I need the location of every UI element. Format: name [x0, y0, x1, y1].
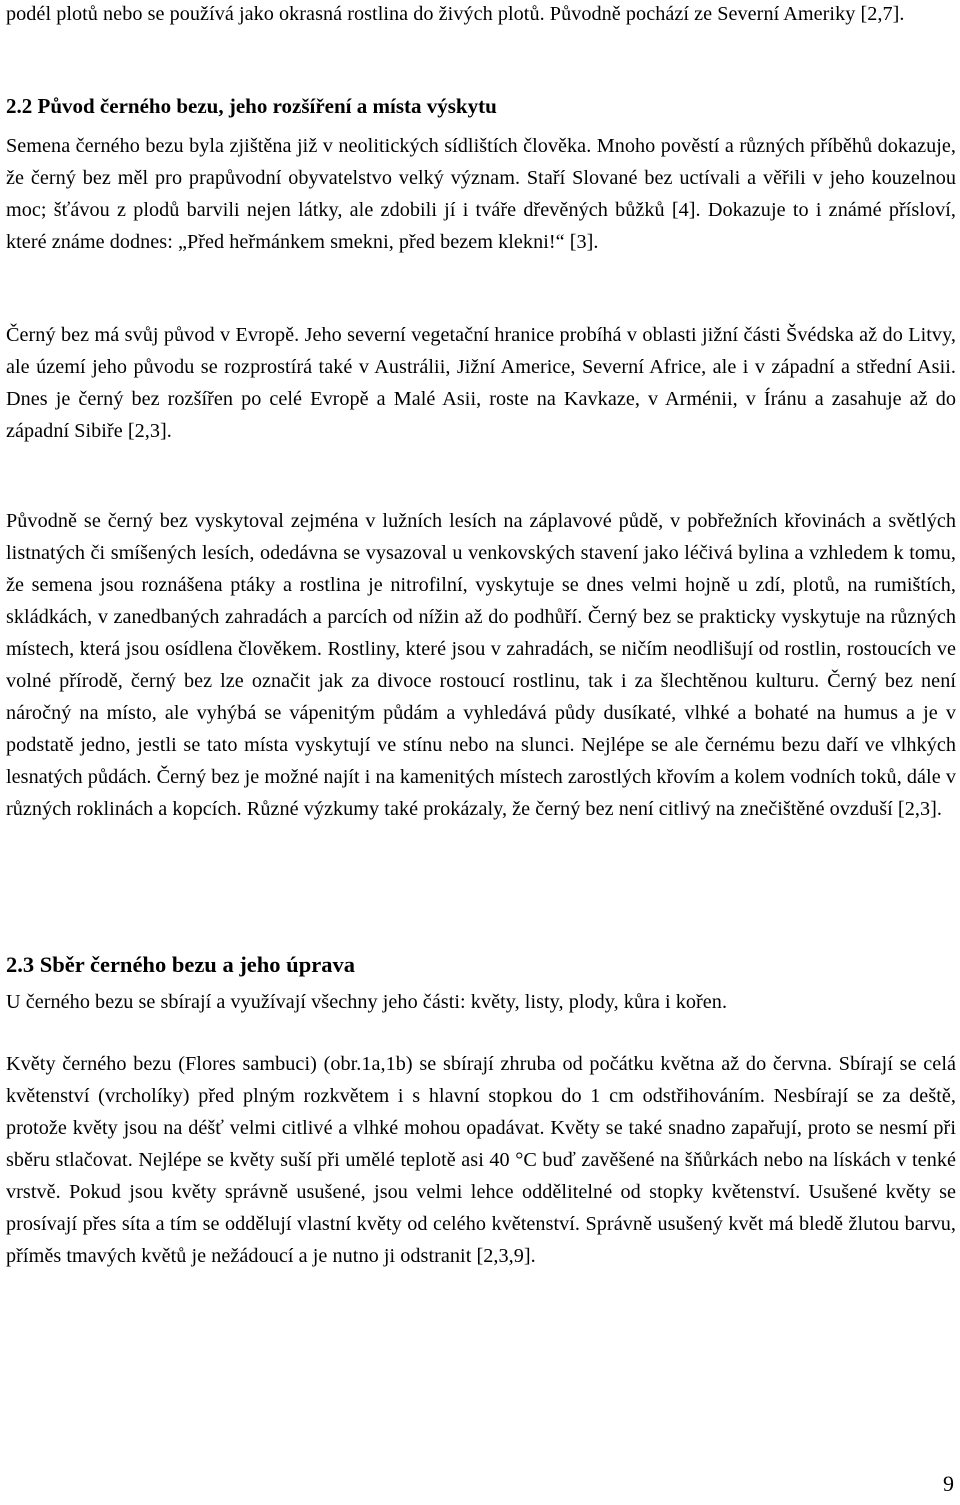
paragraph-europe: Černý bez má svůj původ v Evropě. Jeho severní vegetační hranice probíhá v oblasti jižní části Švédska až do Litvy, ale území jeho původu se rozprostírá také v Austrálii, Jižní Americe, Severní Africe, ale i v západní a střední Asii. Dnes je černý bez rozšířen po celé Evropě a Malé Asii, roste na Kavkaze, v Arménii, v Íránu a zasahuje až do západní Sibiře [2,3].	[6, 324, 956, 442]
paragraph-parts: U černého bezu se sbírají a využívají všechny jeho části: květy, listy, plody, kůra i kořen.	[6, 991, 728, 1013]
section-heading-2-2: 2.2 Původ černého bezu, jeho rozšíření a místa výskytu	[6, 94, 497, 118]
page-number: 9	[943, 1471, 954, 1496]
paragraph-habitat: Původně se černý bez vyskytoval zejména v lužních lesích na záplavové půdě, v pobřežních křovinách a světlých listnatých či smíšených lesích, odedávna se vysazoval u venkovských stavení jako léčivá bylina a vzhledem k tomu, že semena jsou roznášena ptáky a rostlina je nitrofilní, vyskytuje se dnes velmi hojně u zdí, plotů, na rumištích, skládkách, v zanedbaných zahradách a parcích od nížin až do podhůří. Černý bez se prakticky vyskytuje na různých místech, která jsou osídlena člověkem. Rostliny, které jsou v zahradách, se ničím neodlišují od rostlin, rostoucích ve volné přírodě, černý bez lze označit jak za divoce rostoucí rostlinu, tak i za šlechtěnou kulturu. Černý bez není náročný na místo, ale vyhýbá se vápenitým půdám a vyhledává půdy dusíkaté, vlhké a bohaté na humus a je v podstatě jedno, jestli se tato místa vyskytují ve stínu nebo na slunci. Nejlépe se ale černému bezu daří ve vlhkých lesnatých půdách. Černý bez je možné najít i na kamenitých místech zarostlých křovím a kolem vodních toků, dále v různých roklinách a kopcích. Různé výzkumy také prokázaly, že černý bez není citlivý na znečištěné ovzduší [2,3].	[6, 510, 956, 820]
paragraph-origin: Semena černého bezu byla zjištěna již v neolitických sídlištích člověka. Mnoho pověstí a různých příběhů dokazuje, že černý bez měl pro prapůvodní obyvatelstvo velký význam. Staří Slované bez uctívali a věřili v jeho kouzelnou moc; šťávou z plodů barvili nejen látky, ale zdobili jí i tváře dřevěných bůžků [4]. Dokazuje to i známé přísloví, které známe dodnes: „Před heřmánkem smekni, před bezem klekni!“ [3].	[6, 135, 956, 253]
section-heading-2-3: 2.3 Sběr černého bezu a jeho úprava	[6, 952, 355, 977]
paragraph-flowers: Květy černého bezu (Flores sambuci) (obr.1a,1b) se sbírají zhruba od počátku května až do června. Sbírají se celá květenství (vrcholíky) před plným rozkvětem i s hlavní stopkou do 1 cm odstřihováním. Nesbírají se za deště, protože květy jsou na déšť velmi citlivé a vlhké mohou opadávat. Květy se také snadno zapařují, proto se nesmí při sběru stlačovat. Nejlépe se květy suší při umělé teplotě asi 40 °C buď zavěšené na šňůrkách nebo na lískách v tenké vrstvě. Pokud jsou květy správně usušené, jsou velmi lehce oddělitelné od stopky květenství. Usušené květy se prosívají přes síta a tím se oddělují vlastní květy od celého květenství. Správně usušený květ má bledě žlutou barvu, příměs tmavých květů je nežádoucí a je nutno ji odstranit [2,3,9].	[6, 1053, 956, 1267]
paragraph-top: podél plotů nebo se používá jako okrasná rostlina do živých plotů. Původně pochází ze Severní Ameriky [2,7].	[6, 3, 905, 25]
